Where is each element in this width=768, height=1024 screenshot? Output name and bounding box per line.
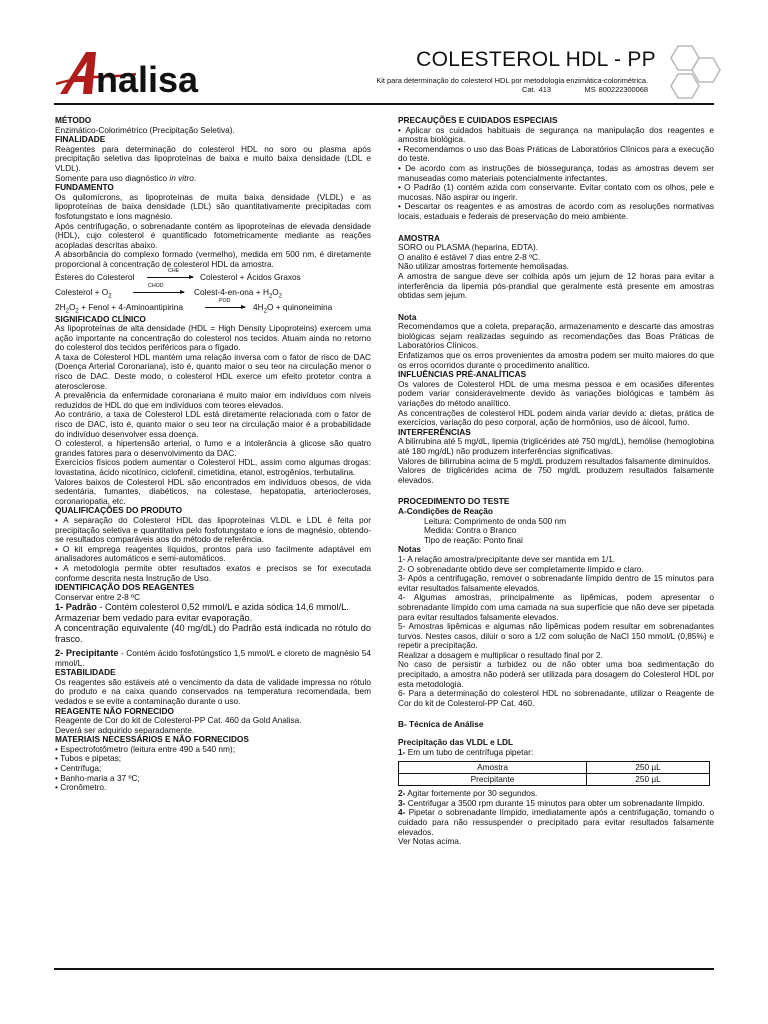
fundamento-p2: Após centrifugação, o sobrenadante contém as lipoproteínas de elevada densidade (HDL), cujo colesterol é quantificado fotometricamente mediante as reações acopladas descritas abaixo.	[55, 220, 371, 250]
precaucoes-item: • Aplicar os cuidados habituais de segurança na manipulação dos reagentes e amostra biológica.	[398, 124, 714, 145]
reaction-equation-2: Colesterol + $O_2$ CHOD Colest-4-en-ona + $H_2O_2$	[55, 282, 283, 300]
precaucoes-item: • Descartar os reagentes e as amostras de acordo com as resoluções normativas locais, estaduais e federais de preservação do meio ambiente.	[398, 201, 714, 221]
left-column	[55, 116, 371, 793]
amostra-tipo: SORO ou PLASMA (heparina, EDTA).	[398, 242, 539, 253]
notas-item: 6- Para a determinação do colesterol HDL no sobrenadante, utilizar o Reagente de Cor do kit de Colesterol-PP Cat. 460.	[398, 688, 714, 708]
section-procedimento-heading: PROCEDIMENTO DO TESTE	[398, 496, 510, 507]
section-influencias-heading: INFLUÊNCIAS PRÉ-ANALÍTICAS	[398, 369, 527, 380]
table-row	[399, 774, 710, 786]
section-tecnica-heading: B- Técnica de Análise	[398, 719, 484, 730]
precaucoes-item: • O Padrão (1) contém azida com conservante. Evitar contato com os olhos, pele e mucosas. Não aspirar ou ingerir.	[398, 182, 715, 202]
qualificacoes-bullet-3: • A metodologia permite obter resultados exatos e precisos se for executada conforme descrita nesta Instrução de Uso.	[55, 562, 371, 583]
section-estabilidade-heading: ESTABILIDADE	[55, 667, 116, 678]
section-materiais-heading: MATERIAIS NECESSÁRIOS E NÃO FORNECIDOS	[55, 734, 249, 745]
identificacao-conservar: Conservar entre 2-8 ºC	[55, 591, 141, 602]
materiais-item: • Banho-maria a 37 ºC;	[55, 772, 140, 783]
notas-item: Realizar a dosagem e multiplicar o resultado final por 2.	[398, 649, 603, 660]
precaucoes-item: • Recomendamos o uso das Boas Práticas de Laboratórios Clínicos para a execução do teste.	[398, 143, 714, 164]
significado-p6: Exercícios físicos podem aumentar o Colesterol HDL, assim como algumas drogas: lovastatina, ácido nicotínico, ciclofenil, cimetidina, etanol, estrogênios, terbutalina.	[55, 457, 371, 477]
materiais-item: • Tubos e pipetas;	[55, 753, 122, 764]
condicao-leitura: Leitura: Comprimento de onda 500 nm	[424, 515, 567, 526]
reagente-precipitante: 2- Precipitante - Contém ácido fosfotúngstico 1,5 mmol/L e cloreto de magnésio 54 mmol/L.	[55, 647, 372, 668]
influencias-text-2: As concentrações de colesterol HDL podem ainda variar devido a: dietas, prática de exercícios, variação do peso corporal, ação de hormônios, uso de álcool, fumo.	[398, 407, 714, 428]
reagente-padrao: 1- Padrão - Contém colesterol 0,52 mmol/L e azida sódica 14,6 mmol/L.	[55, 602, 349, 613]
section-metodo-text: Enzimático-Colorimétrico (Precipitação Seletiva).	[55, 124, 235, 135]
precipitacao-heading: Precipitação das VLDL e LDL	[398, 737, 514, 748]
section-amostra-heading: AMOSTRA	[398, 232, 440, 243]
analisa-logo	[56, 48, 256, 98]
estabilidade-text: Os reagentes são estáveis até o vencimento da data de validade impressa no rótulo do produto e na caixa quando conservados na temperatura recomendada, bem vedados e se evite a contaminação durante o uso.	[55, 676, 371, 706]
significado-p5: O colesterol, a hipertensão arterial, o fumo e a intolerância à glicose são quatro grandes fatores para o desenvolvimento da DAC.	[55, 438, 371, 458]
table-cell-volume: 250 µL	[587, 762, 710, 774]
table-cell-name: Amostra	[399, 762, 587, 774]
catalog-number: Cat. 413	[521, 85, 551, 94]
precipitacao-step-1: 1- Em um tubo de centrífuga pipetar:	[398, 746, 534, 757]
section-identificacao-heading: IDENTIFICAÇÃO DOS REAGENTES	[55, 582, 195, 593]
condicao-tipo: Tipo de reação: Ponto final	[424, 534, 523, 545]
interferencias-text-2: Valores de bilirrubina acima de 5 mg/dL produzem resultados falsamente diminuídos.	[398, 455, 711, 466]
page-header	[0, 0, 768, 112]
materiais-item: • Espectrofotômetro (leitura entre 490 a 540 nm);	[55, 743, 236, 754]
significado-p4: Ao contrário, a taxa de Colesterol LDL está diretamente relacionada com o fator de risco de DAC, isto é, quanto maior o seu teor na circulação maior é a probabilidade do indivíduo desenvolver essa doença.	[55, 409, 371, 439]
precipitacao-see-notes: Ver Notas acima.	[398, 836, 462, 847]
significado-p1: As lipoproteínas de alta densidade (HDL = High Density Lipoproteins) exercem uma ação importante na concentração do colesterol nos tecidos. Atuam ainda no retorno do colesterol dos tecidos periféricos para o fígado.	[55, 323, 371, 353]
significado-p7: Valores baixos de Colesterol HDL são encontrados em indivíduos obesos, de vida sedentária, fumantes, diabéticos, na colestase, hepatopatia, arteriocleroses, coronariopatia, etc.	[55, 476, 371, 506]
section-nota-heading: Nota	[398, 311, 417, 322]
section-finalidade-note: Somente para uso diagnóstico in vitro.	[55, 172, 197, 183]
amostra-estabilidade: O analito é estável 7 dias entre 2-8 ºC.	[398, 251, 541, 262]
section-significado-heading: SIGNIFICADO CLÍNICO	[55, 313, 146, 324]
section-metodo-heading: MÉTODO	[55, 115, 92, 125]
significado-p3: A prevalência da enfermidade coronariana é muito maior em indivíduos com níveis reduzidos de HDL do que em indivíduos com teores elevados.	[55, 390, 371, 410]
precipitacao-step-3: 3- Centrifugar a 3500 rpm durante 15 minutos para obter um sobrenadante límpido.	[398, 797, 705, 808]
fundamento-p1: Os quilomícrons, as lipoproteínas de muita baixa densidade (VLDL) e as lipoproteínas de baixa densidade (LDL) são quantitativamente precipitadas com fosfotungstato e íons magnésio.	[55, 191, 371, 221]
reagente-nao-fornecido-note: Deverá ser adquirido separadamente.	[55, 724, 195, 735]
section-fundamento-heading: FUNDAMENTO	[55, 182, 114, 193]
precipitacao-step-4: 4- Pipetar o sobrenadante límpido, imediatamente após a centrifugação, tomando o cuidado para não ressuspender o precipitado para evitar resultados falsamente elevados.	[398, 807, 714, 837]
brand-name: nalisa	[96, 59, 199, 98]
nota-text-1: Recomendamos que a coleta, preparação, armazenamento e descarte das amostras biológicas sejam realizadas seguindo as recomendações das Boas Práticas de Laboratórios Clínicos.	[398, 321, 714, 351]
precaucoes-item: • De acordo com as instruções de biossegurança, todas as amostras devem ser manuseadas como materiais potencialmente infectantes.	[398, 162, 714, 183]
notas-item: 2- O sobrenadante obtido deve ser completamente límpido e claro.	[398, 563, 644, 574]
materiais-item: • Centrífuga;	[55, 763, 102, 774]
influencias-text-1: Os valores de Colesterol HDL de uma mesma pessoa e em ocasiões diferentes podem variar consideravelmente devido às variações biológicas e também às variações do método analítico.	[398, 378, 714, 409]
significado-p2: A taxa de Colesterol HDL mantém uma relação inversa com o fator de risco de DAC (Doença Arterial Coronariana), isto é, quanto maior o seu teor na circulação menor o risco de DAC. Deste modo, o colesterol HDL exerce um efeito protetor contra a aterosclerose.	[55, 351, 371, 391]
fundamento-p3: A absorbância do complexo formado (vermelho), medida em 500 nm, é diretamente proporcional à concentração de colesterol HDL da amostra.	[55, 249, 371, 269]
page-title: COLESTEROL HDL - PP	[416, 48, 656, 71]
section-interferencias-heading: INTERFERÊNCIAS	[398, 426, 471, 437]
section-reagente-nao-fornecido-heading: REAGENTE NÃO FORNECIDO	[55, 705, 174, 716]
notas-item: No caso de persistir a turbidez ou de não obter uma boa sedimentação do precipitado, a amostra não poderá ser utilizada para dosagem do Colesterol HDL por esta metodologia.	[398, 659, 714, 689]
section-qualificacoes-heading: QUALIFICAÇÕES DO PRODUTO	[55, 505, 183, 516]
reaction-equation-1: Ésteres do Colesterol CHE Colesterol + Ácidos Graxos	[55, 267, 301, 282]
table-row	[399, 762, 710, 774]
notas-item: 4- Algumas amostras, principalmente as lipêmicas, podem apresentar o sobrenadante límpido com uma camada na sua superfície que não deve ser pipetada para evitar resultados falsamente elevados.	[398, 592, 714, 622]
precipitacao-step-2: 2- Agitar fortemente por 30 segundos.	[398, 788, 538, 799]
condicoes-reacao-heading: A-Condições de Reação	[398, 505, 493, 516]
header-divider	[54, 103, 714, 105]
amostra-jejum: A amostra de sangue deve ser colhida após um jejum de 12 horas para evitar a interferência da lipemia pós-prandial que geralmente está presente em amostras obtidas sem jejum.	[398, 270, 714, 301]
condicao-medida: Medida: Contra o Branco	[424, 525, 517, 536]
reagente-padrao-concentracao: A concentração equivalente (40 mg/dL) do Padrão está indicada no rótulo do frasco.	[55, 623, 371, 644]
ms-number: MS 800222300068	[584, 85, 648, 94]
reaction-equation-3: $2H_2O_2$ + Fenol + 4-Aminoantipirina POD $4H_2O$ + quinoneimina	[55, 297, 333, 315]
nota-text-2: Enfatizamos que os erros provenientes da amostra podem ser muito maiores do que os erros ocorridos durante o procedimento analítico.	[398, 350, 714, 370]
hexagon-molecule-icon	[662, 44, 724, 102]
kit-subtitle: Kit para determinação do colesterol HDL por metodologia enzimática-colorimétrica.	[376, 76, 648, 85]
qualificacoes-bullet-1: • A separação do Colesterol HDL das lipoproteínas VLDL e LDL é feita por precipitação seletiva e quantitativa pelo fosfotungstato e íons de magnésio, obtendo-se resultados comparáveis aos do método de referência.	[55, 514, 371, 545]
reagente-nao-fornecido-text: Reagente de Cor do kit de Colesterol-PP Cat. 460 da Gold Analisa.	[55, 715, 302, 726]
footer-divider	[54, 968, 714, 970]
right-column	[398, 116, 714, 847]
notas-item: 3- Após a centrifugação, remover o sobrenadante límpido dentro de 15 minutos para evitar resultados falsamente elevados.	[398, 573, 714, 593]
notas-item: 1- A relação amostra/precipitante deve ser mantida em 1/1.	[398, 553, 616, 564]
section-finalidade-heading: FINALIDADE	[55, 134, 106, 145]
interferencias-text-1: A bilirrubina até 5 mg/dL, lipemia (triglicérides até 750 mg/dL), hemólise (hemoglobina até 180 mg/dL) não produzem interferências significativas.	[398, 436, 714, 456]
materiais-item: • Cronômetro.	[55, 782, 107, 793]
section-notas-heading: Notas	[398, 544, 422, 555]
interferencias-text-3: Valores de triglicérides acima de 750 mg/dL produzem resultados falsamente elevados.	[398, 465, 714, 485]
reagente-padrao-armazenar: Armazenar bem vedado para evitar evaporação.	[55, 612, 253, 623]
amostra-hemolise: Não utilizar amostras fortemente hemolisadas.	[398, 261, 570, 272]
table-cell-volume: 250 µL	[587, 774, 710, 786]
table-cell-name: Precipitante	[399, 774, 587, 786]
notas-item: 5- Amostras lipêmicas e algumas não lipêmicas podem resultar em sobrenadantes turvos. Nestes casos, diluir o soro a 1/2 com solução de NaCl 150 mmol/L (0,85%) e repetir a precipitação.	[398, 621, 714, 651]
catalog-line	[522, 85, 648, 94]
section-finalidade-text: Reagentes para determinação do colesterol HDL no soro ou plasma após precipitação seletiva das lipoproteínas de baixa e muito baixa densidade (LDL e VLDL).	[55, 143, 371, 173]
section-precaucoes-heading: PRECAUÇÕES E CUIDADOS ESPECIAIS	[398, 115, 558, 125]
pipetting-table	[398, 761, 710, 786]
qualificacoes-bullet-2: • O kit emprega reagentes líquidos, prontos para uso facilmente adaptável em analisadores automáticos e semi-automáticos.	[55, 543, 371, 564]
